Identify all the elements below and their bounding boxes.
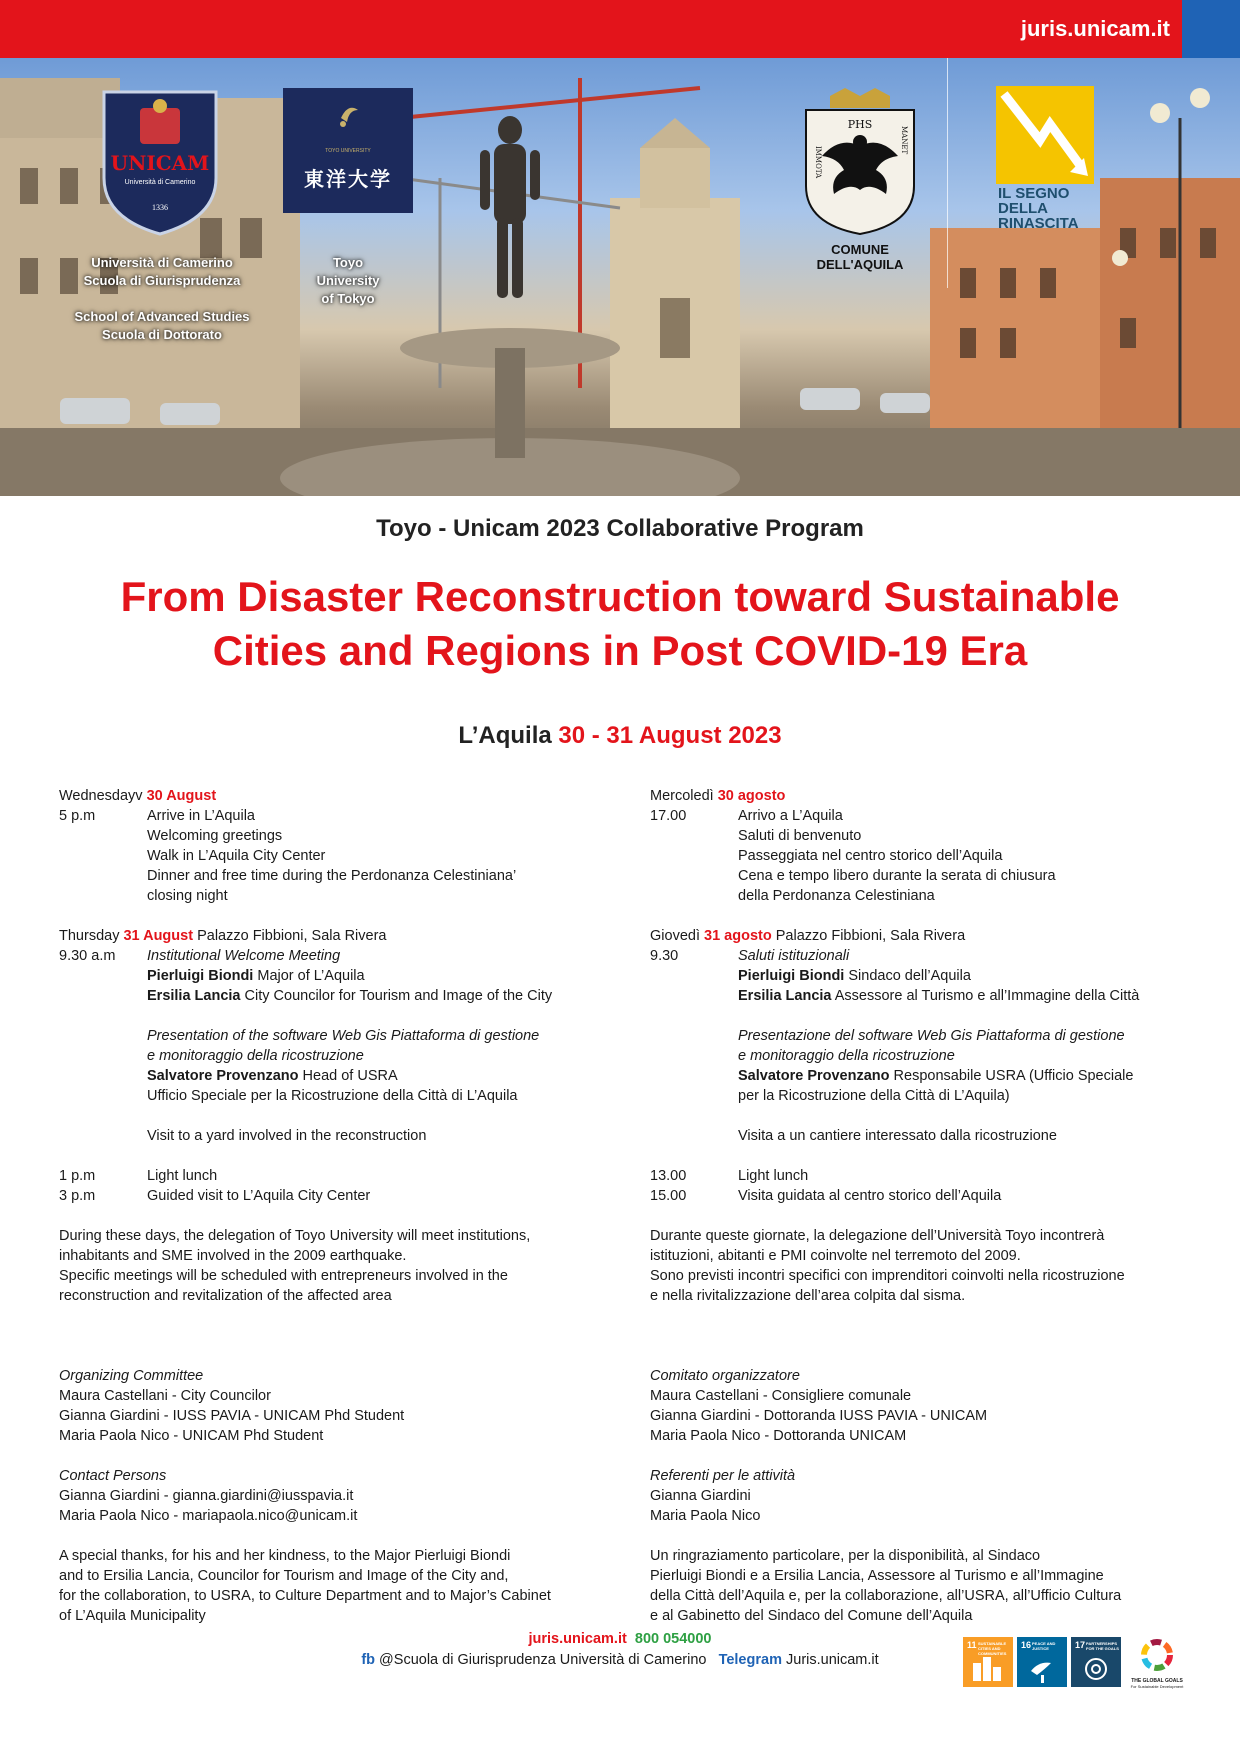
contact-email-link[interactable]: Gianna Giardini - gianna.giardini@iusspavia.it (59, 1488, 354, 1504)
hero-photo (0, 58, 1240, 496)
event-dates: 30 - 31 August 2023 (558, 722, 782, 749)
svg-text:IMMOTA: IMMOTA (814, 146, 822, 179)
organizing-committee: Comitato organizzatore Maura Castellani - Consigliere comunale Gianna Giardini - Dottoranda IUSS PAVIA - UNICAM Maria Paola Nico - Dottoranda UNICAM (650, 1368, 988, 1444)
footer-site-link[interactable]: juris.unicam.it (528, 1631, 627, 1647)
global-goals-wheel-icon (1139, 1637, 1175, 1673)
unicam-logo (100, 88, 220, 238)
unicam-caption: Università di Camerino Scuola di Giurisprudenza School of Advanced Studies Scuola di Dottorato (74, 255, 250, 342)
schedule-row: Passeggiata nel centro storico dell’Aquila (738, 848, 1003, 864)
facebook-label: fb (361, 1652, 376, 1668)
speaker-line: Salvatore Provenzano Head of USRA (147, 1068, 398, 1084)
speaker-line: Ersilia Lancia City Councilor for Tourism and Image of the City (147, 988, 553, 1004)
facebook-handle[interactable]: @Scuola di Giurisprudenza Università di Camerino (379, 1652, 707, 1668)
schedule-row: Dinner and free time during the Perdonanza Celestiniana’ (147, 868, 517, 884)
eagle-shield-icon (800, 86, 920, 236)
schedule-row: 9.30 Saluti istituzionali (650, 948, 850, 964)
svg-text:MANET: MANET (900, 126, 908, 155)
svg-text:1336: 1336 (152, 203, 168, 212)
toyo-university-logo: TOYO UNIVERSITY 東洋大学 (283, 88, 413, 213)
contact-persons: Contact Persons Gianna Giardini - gianna.giardini@iusspavia.it Maria Paola Nico - mariapaola.nico@unicam.it (59, 1466, 599, 1526)
logo-divider (947, 58, 948, 288)
global-goals-logo: THE GLOBAL GOALS For Sustainable Development (1127, 1637, 1187, 1693)
schedule-row: 1 p.m Light lunch (59, 1168, 218, 1184)
segno-rinascita-logo (996, 86, 1094, 184)
program-description: During these days, the delegation of Toyo University will meet institutions, inhabitants and SME involved in the 2009 earthquake. Specific meetings will be scheduled with entrepreneurs involved in the reconstruction and revitalization of the affected area (59, 1228, 531, 1304)
speaker-line: Pierluigi Biondi Sindaco dell’Aquila (738, 968, 971, 984)
toyo-emblem-icon (283, 88, 413, 148)
svg-text:UNICAM: UNICAM (110, 151, 210, 175)
sdg-17-icon: 17 PARTNERSHIPS FOR THE GOALS (1071, 1637, 1121, 1687)
contact-email-link[interactable]: Maria Paola Nico - mariapaola.nico@unicam.it (59, 1508, 358, 1524)
sdg-16-icon: 16 PEACE AND JUSTICE (1017, 1637, 1067, 1687)
day1-heading: Wednesdayv 30 August (59, 788, 217, 804)
segno-rinascita-text: IL SEGNO DELLA RINASCITA (998, 185, 1079, 232)
speaker-line: Ersilia Lancia Assessore al Turismo e all’Immagine della Città (738, 988, 1140, 1004)
comune-aquila-logo: PHS IMMOTA MANET COMUNE DELL'AQUILA (800, 86, 920, 251)
schedule-row: 13.00 Light lunch (650, 1168, 809, 1184)
schedule-row: closing night (147, 888, 228, 904)
footer-phone[interactable]: 800 054000 (634, 1631, 712, 1647)
english-program-column: Wednesdayv 30 August 5 p.m Arrive in L’Aquila Welcoming greetings Walk in L’Aquila City Center Dinner and free time during the Perdonanza Celestiniana’ closing night Thursday 31 August Palazzo Fibbioni, Sala Rivera 9.30 a.m Institutional Welcome Meeting Pierluigi Biondi Major of L’Aquila Ersilia Lancia City Councilor for Tourism and Image of the City Presentation of the software Web Gis Piattaforma di gestione e monitoraggio della ricostruzione Salvatore Provenzano Head of USRA Ufficio Speciale per la Ricostruzione della Città di L’Aquila Visit to a yard involved in the reconstruction 1 p.m Light lunch 3 p.m Guided visit to L’Aquila City Center During these days, the delegation of Toyo University will meet institutions, inhabitants and SME involved in the 2009 earthquake. Specific meetings will be scheduled with entrepreneurs involved in the reconstruction and revitalization of the affected area Organizing Committee Maura Castellani - City Councilor Gianna Giardini - IUSS PAVIA - UNICAM Phd Student Maria Paola Nico - UNICAM Phd Student Contact Persons Gianna Giardini - gianna.giardini@iusspavia.it Maria Paola Nico - mariapaola.nico@unicam.it A special thanks, for his and her kindness, to the Major Pierluigi Biondi and to Ersilia Lancia, Councilor for Tourism and Image of the City and, for the collaboration, to USRA, to Culture Department and to Major’s Cabinet of L’Aquila Municipality (59, 786, 599, 1626)
schedule-row: Walk in L’Aquila City Center (147, 848, 326, 864)
speaker-line: Pierluigi Biondi Major of L’Aquila (147, 968, 365, 984)
program-subtitle: Toyo - Unicam 2023 Collaborative Program (376, 515, 864, 542)
sdg-11-icon: 11 SUSTAINABLE CITIES AND COMMUNITIES (963, 1637, 1013, 1687)
zigzag-arrow-icon (996, 86, 1094, 184)
schedule-row: 15.00 Visita guidata al centro storico dell’Aquila (650, 1188, 1002, 1204)
program-description: Durante queste giornate, la delegazione dell’Università Toyo incontrerà istituzioni, abitanti e PMI coinvolte nel terremoto del 2009. Sono previsti incontri specifici con imprenditori coinvolti nella ricostruzione e nella rivitalizzazione dell’area colpita dal sisma. (650, 1228, 1125, 1304)
svg-text:Università di Camerino: Università di Camerino (124, 179, 196, 186)
day1-heading: Mercoledì 30 agosto (650, 788, 786, 804)
schedule-row: 3 p.m Guided visit to L’Aquila City Center (59, 1188, 371, 1204)
speaker-line: Salvatore Provenzano Responsabile USRA (Ufficio Speciale (738, 1068, 1134, 1084)
day2-heading: Thursday 31 August Palazzo Fibbioni, Sala Rivera (59, 928, 387, 944)
toyo-caption: Toyo University of Tokyo (316, 255, 380, 306)
organizing-committee: Organizing Committee Maura Castellani - City Councilor Gianna Giardini - IUSS PAVIA - UNICAM Phd Student Maria Paola Nico - UNICAM Phd Student (59, 1368, 405, 1444)
special-thanks: A special thanks, for his and her kindness, to the Major Pierluigi Biondi and to Ersilia Lancia, Councilor for Tourism and Image of the City and, for the collaboration, to USRA, to Culture Department and to Major’s Cabinet of L’Aquila Municipality (59, 1548, 551, 1624)
telegram-label: Telegram (718, 1652, 782, 1668)
schedule-row: Welcoming greetings (147, 828, 283, 844)
page-title: From Disaster Reconstruction toward Sustainable Cities and Regions in Post COVID-19 Era (120, 573, 1120, 674)
event-dateline (0, 722, 1240, 750)
contact-persons: Referenti per le attività Gianna Giardini Maria Paola Nico (650, 1468, 796, 1524)
schedule-row: Saluti di benvenuto (738, 828, 862, 844)
italian-program-column: Mercoledì 30 agosto 17.00 Arrivo a L’Aquila Saluti di benvenuto Passeggiata nel centro storico dell’Aquila Cena e tempo libero durante la serata di chiusura della Perdonanza Celestiniana Giovedì 31 agosto Palazzo Fibbioni, Sala Rivera 9.30 Saluti istituzionali Pierluigi Biondi Sindaco dell’Aquila Ersilia Lancia Assessore al Turismo e all’Immagine della Città Presentazione del software Web Gis Piattaforma di gestione e monitoraggio della ricostruzione Salvatore Provenzano Responsabile USRA (Ufficio Speciale per la Ricostruzione della Città di L’Aquila) Visita a un cantiere interessato dalla ricostruzione 13.00 Light lunch 15.00 Visita guidata al centro storico dell’Aquila Durante queste giornate, la delegazione dell’Università Toyo incontrerà istituzioni, abitanti e PMI coinvolte nel terremoto del 2009. Sono previsti incontri specifici con imprenditori coinvolti nella ricostruzione e nella rivitalizzazione dell’area colpita dal sisma. Comitato organizzatore Maura Castellani - Consigliere comunale Gianna Giardini - Dottoranda IUSS PAVIA - UNICAM Maria Paola Nico - Dottoranda UNICAM Referenti per le attività Gianna Giardini Maria Paola Nico Un ringraziamento particolare, per la disponibilità, al Sindaco Pierluigi Biondi e a Ersilia Lancia, Assessore al Turismo e all’Immagine della Città dell’Aquila e, per la collaborazione, all’USRA, all’Ufficio Cultura e al Gabinetto del Sindaco del Comune dell’Aquila (650, 786, 1190, 1626)
top-bar-blue-block (1182, 0, 1240, 58)
header-site-link[interactable]: juris.unicam.it (1020, 16, 1170, 41)
schedule-row: 5 p.m Arrive in L’Aquila (59, 808, 255, 824)
schedule-row: Cena e tempo libero durante la serata di chiusura (738, 868, 1056, 884)
special-thanks: Un ringraziamento particolare, per la disponibilità, al Sindaco Pierluigi Biondi e a Ersilia Lancia, Assessore al Turismo e all’Immagine della Città dell’Aquila e, per la collaborazione, all’USRA, all’Ufficio Cultura e al Gabinetto del Sindaco del Comune dell’Aquila (650, 1548, 1122, 1624)
event-place: L’Aquila (458, 722, 552, 749)
svg-text:PHS: PHS (847, 118, 873, 131)
schedule-row: 17.00 Arrivo a L’Aquila (650, 808, 843, 824)
day2-heading: Giovedì 31 agosto Palazzo Fibbioni, Sala Rivera (650, 928, 966, 944)
schedule-row: 9.30 a.m Institutional Welcome Meeting (59, 948, 341, 964)
top-bar (0, 0, 1240, 58)
schedule-row: della Perdonanza Celestiniana (738, 888, 935, 904)
telegram-handle[interactable]: Juris.unicam.it (786, 1652, 879, 1668)
